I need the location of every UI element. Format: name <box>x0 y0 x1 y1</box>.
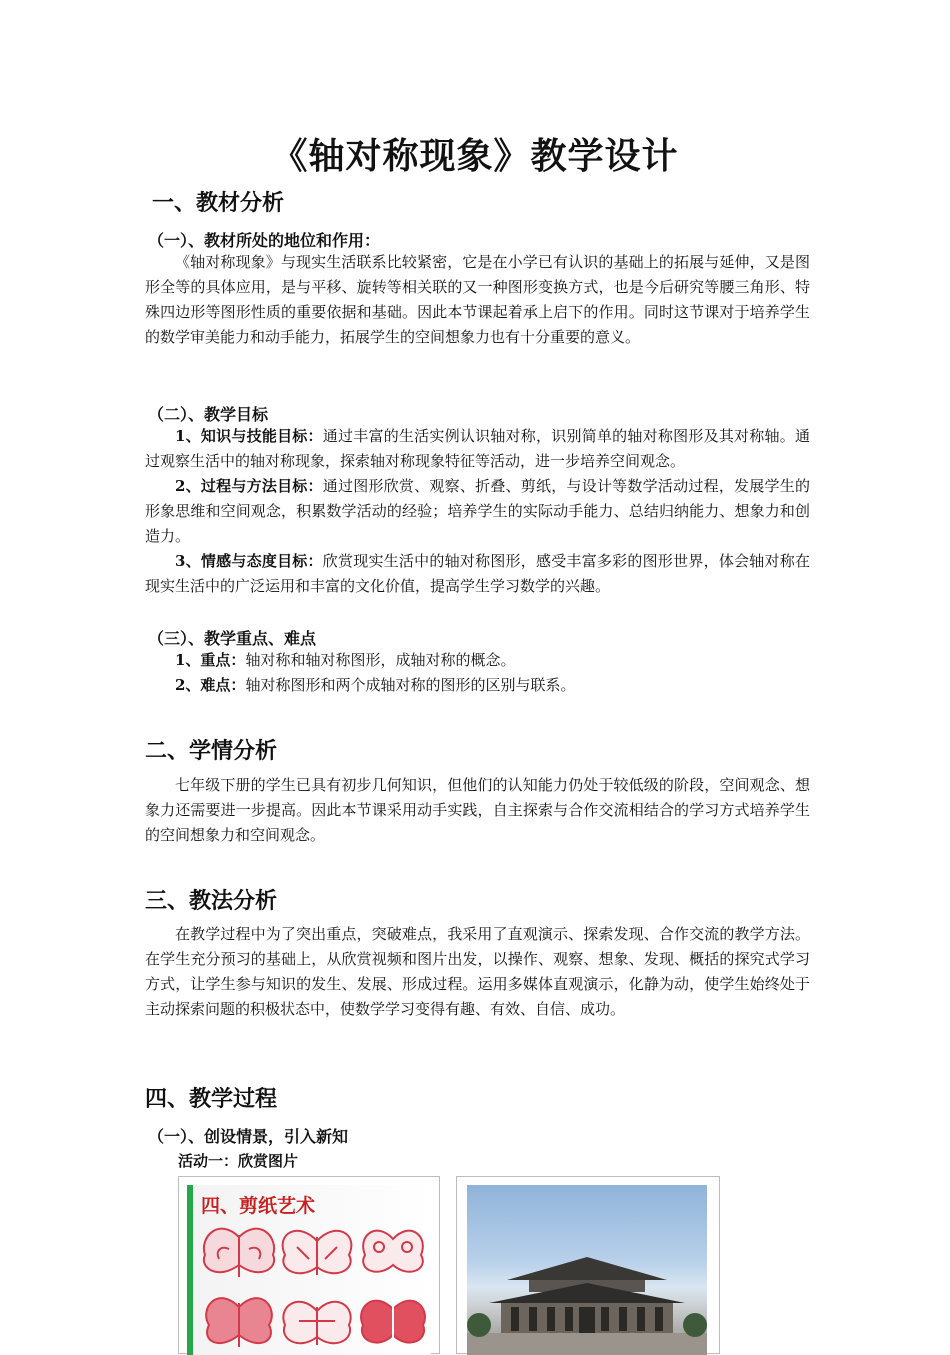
butterfly-icon <box>361 1301 425 1345</box>
goal-text: 通过图形欣赏、观察、折叠、剪纸，与设计等数学活动过程，发展学生的形象思维和空间观念，积累数学活动的经验；培养学生的实际动手能力、总结归纳能力、想象力和创造力。 <box>145 477 810 545</box>
goal-label: 3、情感与态度目标： <box>175 552 323 570</box>
goal-text: 欣赏现实生活中的轴对称图形，感受丰富多彩的图形世界，体会轴对称在现实生活中的广泛运用和丰富的文化价值，提高学生学习数学的兴趣。 <box>145 552 810 595</box>
butterfly-icon <box>204 1229 274 1277</box>
goal-item-emotion <box>145 549 810 599</box>
building-graphic <box>467 1185 707 1355</box>
section-heading-1: 一、教材分析 <box>152 190 285 216</box>
subsection-heading-1-2: （二）、教学目标 <box>148 405 269 424</box>
subsection-heading-1-1: （一）、教材所处的地位和作用： <box>148 231 381 250</box>
papercut-butterflies-graphic <box>187 1185 431 1355</box>
butterfly-icon <box>283 1231 352 1275</box>
goal-text: 通过丰富的生活实例认识轴对称，识别简单的轴对称图形及其对称轴。通过观察生活中的轴对称现象，探索轴对称现象特征等活动，进一步培养空间观念。 <box>145 427 810 470</box>
papercut-slide <box>187 1185 431 1355</box>
goal-label: 1、知识与技能目标： <box>175 427 323 445</box>
butterfly-icon <box>206 1298 272 1347</box>
papercut-slide-title: 四、剪纸艺术 <box>201 1195 316 1217</box>
papercut-slide-image <box>178 1176 440 1354</box>
difficult-point-label: 2、难点： <box>175 676 246 694</box>
document-title: 《轴对称现象》教学设计 <box>271 135 679 177</box>
building-photo-scene <box>467 1185 707 1355</box>
key-point-item <box>145 648 810 673</box>
butterfly-icon <box>283 1302 350 1345</box>
paragraph-teaching-method: 在教学过程中为了突出重点，突破难点，我采用了直观演示、探索发现、合作交流的教学方法。在学生充分预习的基础上，从欣赏视频和图片出发，以操作、观察、想象、发现、概括的探究式学习方式，让学生参与知识的发生、发展、形成过程。运用多媒体直观演示，化静为动，使学生始终处于主动探索问题的积极状态中，使数学学习变得有趣、有效、自信、成功。 <box>145 925 810 1018</box>
symmetric-building-photo <box>456 1176 720 1354</box>
subsection-heading-4-1: （一）、创设情景，引入新知 <box>148 1127 349 1146</box>
key-point-text: 轴对称和轴对称图形，成轴对称的概念。 <box>245 651 516 669</box>
key-point-label: 1、重点： <box>175 651 246 669</box>
goal-item-knowledge <box>145 424 810 474</box>
butterfly-icon <box>363 1231 423 1272</box>
activity-label: 活动一：欣赏图片 <box>178 1152 299 1170</box>
paragraph-textbook-position: 《轴对称现象》与现实生活联系比较紧密，它是在小学已有认识的基础上的拓展与延伸，又是图形全等的具体应用，是与平移、旋转等相关联的又一种图形变换方式，也是今后研究等腰三角形、特殊四边形等图形性质的重要依据和基础。因此本节课起着承上启下的作用。同时这节课对于培养学生的数学审美能力和动手能力，拓展学生的空间想象力也有十分重要的意义。 <box>145 253 810 346</box>
goal-label: 2、过程与方法目标： <box>175 477 323 495</box>
paragraph-student-analysis: 七年级下册的学生已具有初步几何知识，但他们的认知能力仍处于较低级的阶段，空间观念、想象力还需要进一步提高。因此本节课采用动手实践，自主探索与合作交流相结合的学习方式培养学生的空间想象力和空间观念。 <box>145 776 810 844</box>
subsection-heading-1-3: （三）、教学重点、难点 <box>148 629 317 648</box>
difficult-point-item <box>145 673 810 698</box>
difficult-point-text: 轴对称图形和两个成轴对称的图形的区别与联系。 <box>245 676 576 694</box>
section-heading-2: 二、学情分析 <box>145 738 278 764</box>
section-heading-4: 四、教学过程 <box>145 1086 278 1112</box>
section-heading-3: 三、教法分析 <box>145 888 278 914</box>
goal-item-process <box>145 474 810 549</box>
